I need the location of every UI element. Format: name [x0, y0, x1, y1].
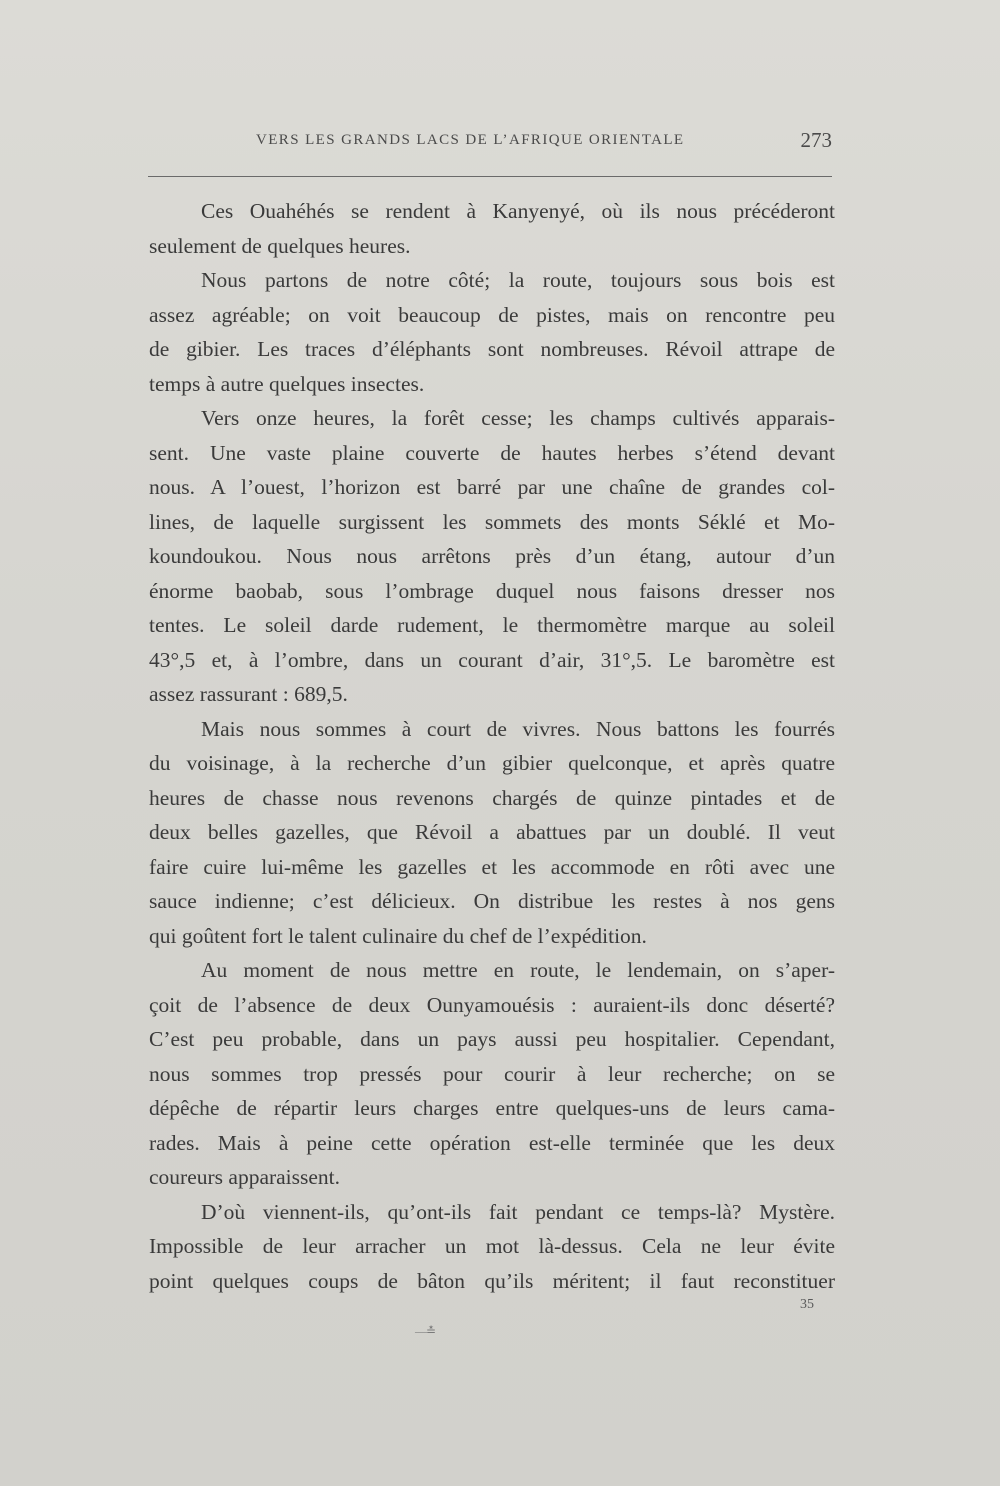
text-line: nous sommes trop pressés pour courir à leur recherche; on se: [149, 1061, 835, 1086]
text-line: Vers onze heures, la forêt cesse; les champs cultivés apparais-: [201, 406, 835, 430]
text-line: koundoukou. Nous nous arrêtons près d’un étang, autour d’un: [149, 544, 835, 568]
text-line: 43°,5 et, à l’ombre, dans un courant d’air, 31°,5. Le baromètre est: [149, 647, 835, 672]
text-line: Mais nous sommes à court de vivres. Nous battons les fourrés: [201, 716, 835, 741]
text-line: énorme baobab, sous l’ombrage duquel nous faisons dresser nos: [149, 578, 835, 603]
text-line: sauce indienne; c’est délicieux. On distribue les restes à nos gens: [149, 889, 835, 913]
text-line: C’est peu probable, dans un pays aussi peu hospitalier. Cependant,: [149, 1027, 835, 1051]
text-line: tentes. Le soleil darde rudement, le thermomètre marque au soleil: [149, 613, 835, 637]
running-title: VERS LES GRANDS LACS DE L’AFRIQUE ORIENTALE: [256, 132, 685, 148]
text-line: du voisinage, à la recherche d’un gibier quelconque, et après quatre: [149, 751, 835, 775]
text-line: lines, de laquelle surgissent les sommets des monts Séklé et Mo-: [149, 509, 835, 534]
text-line: faire cuire lui-même les gazelles et les accommode en rôti avec une: [149, 854, 835, 879]
text-line: Ces Ouahéhés se rendent à Kanyenyé, où ils nous précéderont: [201, 199, 835, 223]
text-line: coureurs apparaissent.: [149, 1165, 341, 1189]
text-line: temps à autre quelques insectes.: [149, 371, 425, 396]
text-line: D’où viennent-ils, qu’ont-ils fait pendant ce temps-là? Mystère.: [201, 1199, 835, 1224]
text-line: sent. Une vaste plaine couverte de hautes herbes s’étend devant: [149, 440, 835, 465]
text-line: point quelques coups de bâton qu’ils méritent; il faut reconstituer: [149, 1268, 835, 1293]
text-line: çoit de l’absence de deux Ounyamouésis : auraient-ils donc déserté?: [149, 992, 835, 1017]
page-number: 273: [800, 128, 832, 152]
text-line: seulement de quelques heures.: [149, 233, 411, 258]
text-line: nous. A l’ouest, l’horizon est barré par une chaîne de grandes col-: [149, 475, 835, 499]
body-text: [149, 194, 835, 1298]
text-line: heures de chasse nous revenons chargés de quinze pintades et de: [149, 785, 835, 810]
footer-mark: —≛: [415, 1324, 436, 1338]
text-line: dépêche de répartir leurs charges entre quelques-uns de leurs cama-: [149, 1096, 835, 1120]
text-line: assez agréable; on voit beaucoup de pistes, mais on rencontre peu: [149, 302, 835, 327]
text-line: deux belles gazelles, que Révoil a abattues par un doublé. Il veut: [149, 820, 835, 844]
text-line: Au moment de nous mettre en route, le lendemain, on s’aper-: [201, 958, 835, 982]
text-line: assez rassurant : 689,5.: [149, 682, 348, 706]
text-line: qui goûtent fort le talent culinaire du chef de l’expédition.: [149, 923, 647, 948]
header-rule: [148, 176, 832, 177]
signature-mark: 35: [800, 1297, 814, 1312]
text-line: rades. Mais à peine cette opération est-elle terminée que les deux: [149, 1130, 835, 1155]
text-line: Impossible de leur arracher un mot là-dessus. Cela ne leur évite: [149, 1234, 835, 1258]
text-line: de gibier. Les traces d’éléphants sont nombreuses. Révoil attrape de: [149, 337, 835, 361]
running-head: [148, 128, 836, 158]
text-line: Nous partons de notre côté; la route, toujours sous bois est: [201, 268, 835, 292]
